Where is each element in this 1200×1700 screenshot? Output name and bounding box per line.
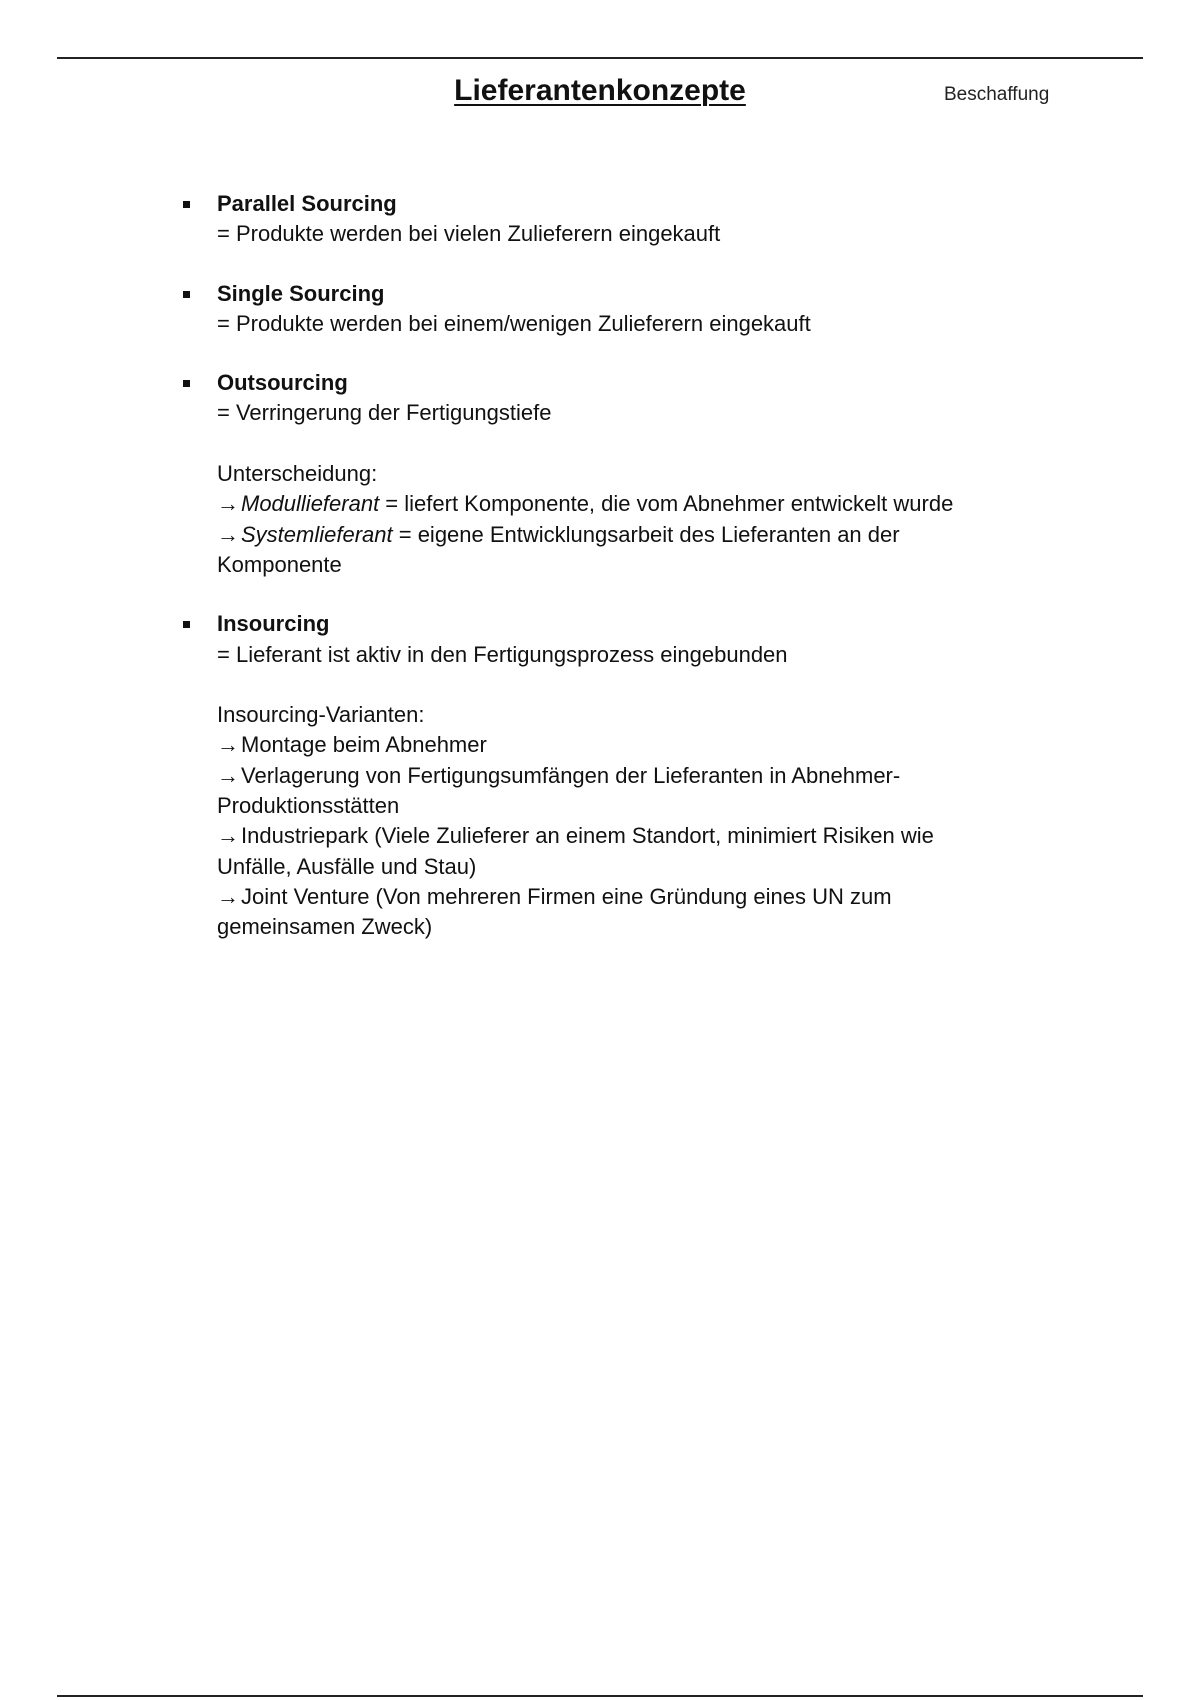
item-text: = liefert Komponente, die vom Abnehmer entwickelt wurde [379,491,954,517]
section-heading: Single Sourcing [217,280,385,306]
arrow-right-icon: → [217,521,239,547]
section-definition: = Produkte werden bei vielen Zulieferern eingekauft [217,221,721,247]
section-definition: = Lieferant ist aktiv in den Fertigungsprozess eingebunden [217,641,788,667]
item-text: Montage beim Abnehmer [241,732,487,758]
spacer [217,670,1060,700]
list-item [217,761,1060,791]
arrow-right-icon: → [217,732,239,758]
section-heading: Outsourcing [217,370,348,396]
item-text: Industriepark (Viele Zulieferer an einem Standort, minimiert Risiken wie [241,823,934,849]
item-continuation: gemeinsamen Zweck) [217,914,433,940]
item-text: Joint Venture (Von mehreren Firmen eine Gründung eines UN zum [241,883,892,909]
bottom-rule [57,1695,1143,1697]
list-item [217,730,1060,760]
list-item [217,882,1060,912]
item-term: Systemlieferant [241,521,393,547]
page-title: Lieferantenkonzepte [454,74,746,107]
header-subject: Beschaffung [944,84,1050,105]
list-item [217,821,1060,851]
section-sublabel: Insourcing-Varianten: [217,702,425,728]
item-text: = eigene Entwicklungsarbeit des Lieferanten an der [392,521,900,547]
section-heading: Parallel Sourcing [217,191,397,216]
section-heading: Insourcing [217,611,330,637]
list-item [217,489,1060,519]
section-outsourcing [180,368,1060,580]
item-continuation: Komponente [217,551,342,577]
section-parallel-sourcing [180,189,1060,250]
bullet-icon [183,291,190,298]
item-term: Modullieferant [241,491,380,517]
item-continuation: Unfälle, Ausfälle und Stau) [217,853,477,879]
top-rule [57,57,1143,59]
arrow-right-icon: → [217,883,239,909]
spacer [217,429,1060,459]
section-definition: = Verringerung der Fertigungstiefe [217,400,552,426]
arrow-right-icon: → [217,491,239,517]
item-continuation: Produktionsstätten [217,793,400,819]
section-sublabel: Unterscheidung: [217,461,378,487]
list-item [217,520,1060,550]
arrow-right-icon: → [217,762,239,788]
section-single-sourcing [180,279,1060,340]
arrow-right-icon: → [217,823,239,849]
document-body [180,189,1060,972]
bullet-icon [183,380,190,387]
section-definition: = Produkte werden bei einem/wenigen Zulieferern eingekauft [217,310,811,336]
bullet-icon [183,201,190,208]
item-text: Verlagerung von Fertigungsumfängen der Lieferanten in Abnehmer- [241,762,901,788]
bullet-icon [183,621,190,628]
section-insourcing [180,609,1060,942]
